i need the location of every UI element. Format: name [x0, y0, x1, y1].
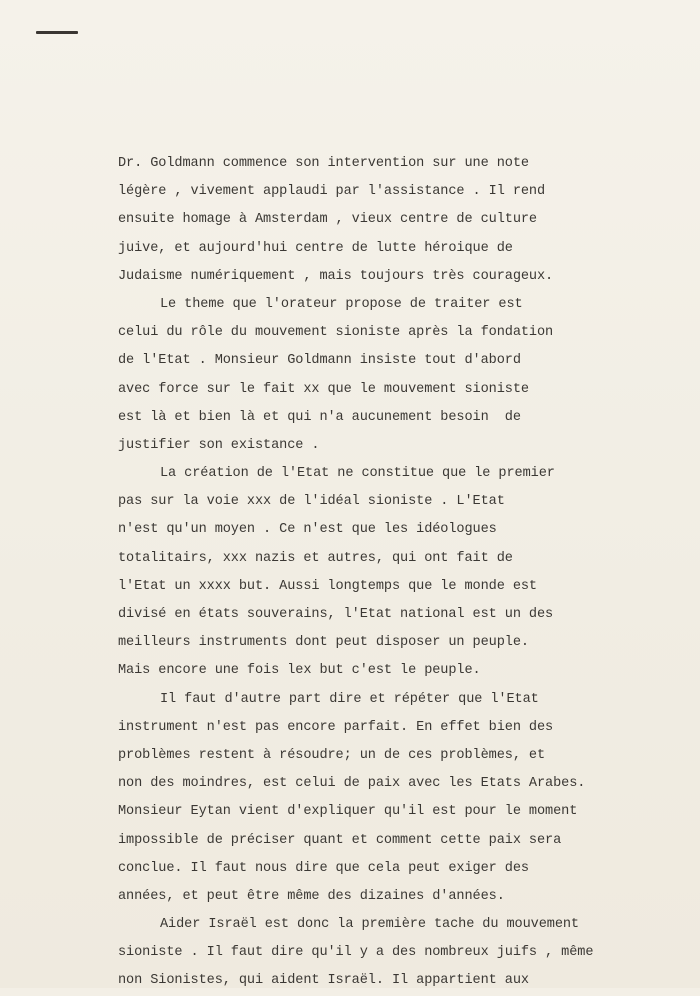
- text-line: Mais encore une fois lex but c'est le peuple.: [118, 663, 481, 679]
- text-line: La création de l'Etat ne constitue que le premier: [160, 466, 555, 482]
- text-line: conclue. Il faut nous dire que cela peut exiger des: [118, 860, 529, 876]
- text-line: instrument n'est pas encore parfait. En effet bien des: [118, 719, 554, 735]
- text-line: Aider Israël est donc la première tache du mouvement: [160, 917, 579, 933]
- text-line: impossible de préciser quant et comment cette paix sera: [118, 832, 562, 848]
- text-line: est là et bien là et qui n'a aucunement besoin de: [118, 409, 521, 425]
- margin-dash-mark: [36, 31, 78, 34]
- text-line: Monsieur Eytan vient d'expliquer qu'il est pour le moment: [118, 804, 578, 820]
- text-line: justifier son existance .: [118, 437, 320, 453]
- typewritten-body: [118, 150, 618, 996]
- text-line: avec force sur le fait xx que le mouvement sioniste: [118, 381, 529, 397]
- text-line: sioniste . Il faut dire qu'il y a des nombreux juifs , même: [118, 945, 594, 961]
- text-line: n'est qu'un moyen . Ce n'est que les idéologues: [118, 522, 497, 538]
- text-line: non des moindres, est celui de paix avec les Etats Arabes.: [118, 776, 586, 792]
- text-line: Dr. Goldmann commence son intervention sur une note: [118, 156, 529, 171]
- text-line: Le theme que l'orateur propose de traiter est: [160, 296, 523, 312]
- text-line: de l'Etat . Monsieur Goldmann insiste tout d'abord: [118, 353, 521, 369]
- text-line: divisé en états souverains, l'Etat national est un des: [118, 607, 554, 622]
- text-line: celui du rôle du mouvement sioniste après la fondation: [118, 325, 554, 341]
- text-line: ensuite homage à Amsterdam , vieux centre de culture: [118, 212, 537, 228]
- text-line: non Sionistes, qui aident Israël. Il appartient aux: [118, 973, 529, 989]
- text-line: années, et peut être même des dizaines d'années.: [118, 888, 505, 904]
- text-line: Judaisme numériquement , mais toujours très courageux.: [118, 268, 554, 284]
- text-line: totalitairs, xxx nazis et autres, qui ont fait de: [118, 550, 513, 566]
- text-line: Il faut d'autre part dire et répéter que l'Etat: [160, 691, 539, 707]
- text-line: juive, et aujourd'hui centre de lutte héroique de: [118, 240, 513, 256]
- text-line: l'Etat un xxxx but. Aussi longtemps que le monde est: [118, 578, 537, 594]
- text-line: pas sur la voie xxx de l'idéal sioniste . L'Etat: [118, 494, 505, 510]
- text-line: légère , vivement applaudi par l'assistance . Il rend: [118, 184, 546, 200]
- text-line: meilleurs instruments dont peut disposer un peuple.: [118, 635, 529, 651]
- text-line: problèmes restent à résoudre; un de ces problèmes, et: [118, 747, 546, 763]
